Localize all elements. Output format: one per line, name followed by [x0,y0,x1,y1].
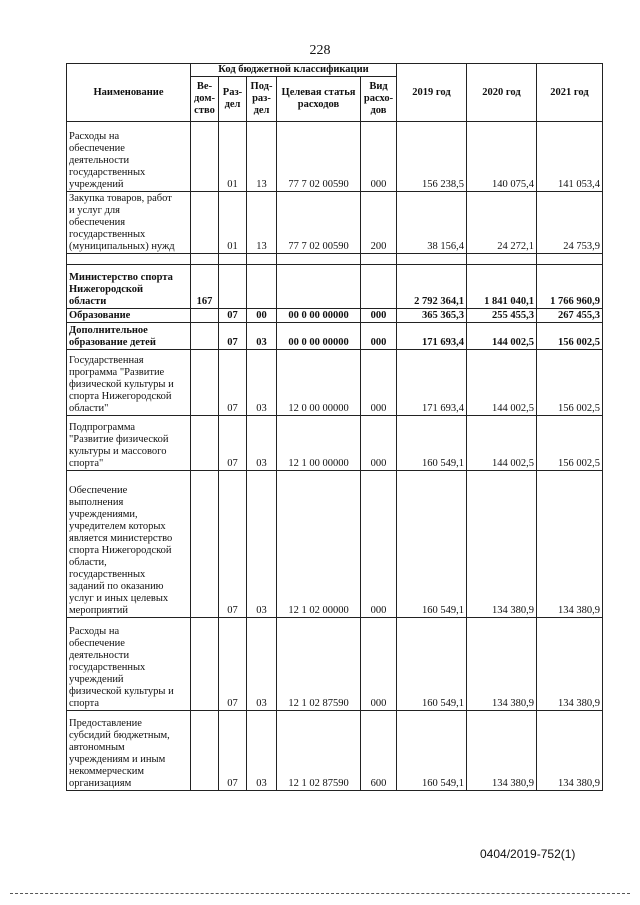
budget-table [66,63,603,791]
row-name-line: обеспечение [69,143,125,154]
department-code [191,711,219,791]
row-name-line: субсидий бюджетным, [69,730,170,741]
row-name-line: Предоставление [69,718,142,729]
target-article-code: 12 1 00 00000 [277,416,361,471]
expense-kind-code: 000 [361,471,397,618]
row-name [67,416,191,471]
target-article-code: 12 1 02 87590 [277,711,361,791]
row-name-line: выполнения [69,497,124,508]
amount-2021: 24 753,9 [537,192,603,254]
row-name-line: учреждениями, [69,509,138,520]
subsection-code: 00 [247,309,277,323]
row-name-line: программа "Развитие [69,367,165,378]
empty-cell [191,254,219,265]
document-code: 0404/2019-752(1) [480,847,576,861]
row-name [67,471,191,618]
table-row [67,471,603,618]
amount-2019: 2 792 364,1 [397,265,467,309]
bottom-divider [10,893,630,894]
row-name-line: государственных [69,662,146,673]
row-name-line: обеспечение [69,638,125,649]
amount-2019: 160 549,1 [397,471,467,618]
amount-2021: 134 380,9 [537,471,603,618]
row-name-line: некоммерческим [69,766,145,777]
department-code [191,471,219,618]
row-name-line: Образование [69,310,131,321]
amount-2021: 156 002,5 [537,416,603,471]
row-name-line: Обеспечение [69,485,128,496]
expense-kind-code [361,265,397,309]
row-name-line: и услуг для [69,205,120,216]
table-row [67,618,603,711]
row-name-line: деятельности [69,650,130,661]
section-code: 07 [219,323,247,350]
expense-kind-code: 000 [361,416,397,471]
empty-cell [219,254,247,265]
subsection-code: 03 [247,416,277,471]
row-name-line: области, [69,557,107,568]
amount-2021: 267 455,3 [537,309,603,323]
row-name-line: мероприятий [69,605,128,616]
amount-2019: 365 365,3 [397,309,467,323]
row-name-line: деятельности [69,155,130,166]
row-name-line: культуры и массового [69,446,167,457]
amount-2021: 156 002,5 [537,323,603,350]
spacer-row [67,254,603,265]
row-name-line: Нижегородской [69,284,144,295]
table-row [67,416,603,471]
amount-2020: 255 455,3 [467,309,537,323]
section-code: 07 [219,471,247,618]
row-name-line: Министерство спорта [69,272,173,283]
header-2019: 2019 год [397,64,467,122]
expense-kind-code: 000 [361,309,397,323]
row-name-line: учреждений [69,674,124,685]
target-article-code: 77 7 02 00590 [277,192,361,254]
row-name-line: обеспечения [69,217,126,228]
subsection-code: 03 [247,618,277,711]
header-target-article: Целевая статья расходов [277,77,361,122]
amount-2020: 144 002,5 [467,350,537,416]
subsection-code: 03 [247,350,277,416]
table-row [67,265,603,309]
empty-cell [67,254,191,265]
subsection-code: 03 [247,471,277,618]
target-article-code: 12 0 00 00000 [277,350,361,416]
row-name-line: организациям [69,778,132,789]
section-code: 07 [219,416,247,471]
row-name [67,711,191,791]
expense-kind-code: 000 [361,618,397,711]
row-name-line: государственных [69,167,146,178]
row-name-line: спорта [69,698,100,709]
department-code [191,323,219,350]
amount-2020: 1 841 040,1 [467,265,537,309]
section-code: 01 [219,122,247,192]
row-name-line: Государственная [69,355,144,366]
target-article-code: 12 1 02 00000 [277,471,361,618]
table-row [67,122,603,192]
header-subsection: Под-раз-дел [247,77,277,122]
row-name [67,350,191,416]
table-row [67,309,603,323]
row-name-line: Расходы на [69,626,120,637]
header-section: Раз-дел [219,77,247,122]
amount-2020: 134 380,9 [467,618,537,711]
row-name-line: образование детей [69,337,156,348]
section-code: 07 [219,618,247,711]
amount-2019: 156 238,5 [397,122,467,192]
row-name-line: услуг и иных целевых [69,593,169,604]
header-classification-group: Код бюджетной классификации [191,64,397,77]
amount-2019: 171 693,4 [397,323,467,350]
section-code: 01 [219,192,247,254]
row-name-line: спорта" [69,458,104,469]
amount-2020: 134 380,9 [467,711,537,791]
table-row [67,711,603,791]
amount-2019: 38 156,4 [397,192,467,254]
table-body [67,122,603,791]
subsection-code: 03 [247,323,277,350]
amount-2019: 160 549,1 [397,416,467,471]
section-code [219,265,247,309]
expense-kind-code: 600 [361,711,397,791]
row-name-line: области" [69,403,109,414]
department-code [191,350,219,416]
expense-kind-code: 000 [361,122,397,192]
section-code: 07 [219,350,247,416]
expense-kind-code: 000 [361,323,397,350]
empty-cell [247,254,277,265]
amount-2020: 144 002,5 [467,416,537,471]
target-article-code: 00 0 00 00000 [277,309,361,323]
table-row [67,192,603,254]
row-name-line: физической культуры и [69,686,174,697]
department-code [191,192,219,254]
row-name-line: области [69,296,107,307]
row-name-line: автономным [69,742,125,753]
target-article-code: 12 1 02 87590 [277,618,361,711]
expense-kind-code: 000 [361,350,397,416]
row-name-line: "Развитие физической [69,434,169,445]
department-code [191,618,219,711]
department-code [191,309,219,323]
empty-cell [537,254,603,265]
department-code [191,416,219,471]
row-name-line: учреждениям и иным [69,754,166,765]
empty-cell [397,254,467,265]
subsection-code: 13 [247,192,277,254]
amount-2020: 24 272,1 [467,192,537,254]
amount-2020: 140 075,4 [467,122,537,192]
amount-2021: 141 053,4 [537,122,603,192]
expense-kind-code: 200 [361,192,397,254]
row-name-line: государственных [69,229,146,240]
amount-2020: 144 002,5 [467,323,537,350]
amount-2019: 160 549,1 [397,618,467,711]
page-number: 228 [309,43,331,58]
row-name-line: (муниципальных) нужд [69,241,175,252]
row-name-line: является министерство [69,533,173,544]
row-name-line: Дополнительное [69,325,148,336]
table-row [67,350,603,416]
row-name-line: спорта Нижегородской [69,391,172,402]
header-expense-kind: Вид расхо-дов [361,77,397,122]
row-name-line: физической культуры и [69,379,174,390]
amount-2019: 171 693,4 [397,350,467,416]
department-code [191,122,219,192]
row-name-line: Закупка товаров, работ [69,193,172,204]
subsection-code: 13 [247,122,277,192]
header-name: Наименование [67,64,191,122]
row-name-line: государственных [69,569,146,580]
target-article-code: 00 0 00 00000 [277,323,361,350]
section-code: 07 [219,309,247,323]
header-2020: 2020 год [467,64,537,122]
row-name [67,323,191,350]
amount-2021: 134 380,9 [537,711,603,791]
amount-2019: 160 549,1 [397,711,467,791]
header-2021: 2021 год [537,64,603,122]
amount-2020: 134 380,9 [467,471,537,618]
row-name [67,192,191,254]
amount-2021: 134 380,9 [537,618,603,711]
row-name [67,309,191,323]
row-name [67,618,191,711]
row-name-line: Подпрограмма [69,422,136,433]
row-name-line: учредителем которых [69,521,166,532]
header-department: Ве-дом-ство [191,77,219,122]
section-code: 07 [219,711,247,791]
row-name-line: заданий по оказанию [69,581,164,592]
table-row [67,323,603,350]
empty-cell [361,254,397,265]
subsection-code [247,265,277,309]
target-article-code [277,265,361,309]
amount-2021: 1 766 960,9 [537,265,603,309]
row-name-line: учреждений [69,179,124,190]
row-name [67,265,191,309]
department-code: 167 [191,265,219,309]
subsection-code: 03 [247,711,277,791]
empty-cell [277,254,361,265]
amount-2021: 156 002,5 [537,350,603,416]
row-name-line: Расходы на [69,131,120,142]
target-article-code: 77 7 02 00590 [277,122,361,192]
row-name-line: спорта Нижегородской [69,545,172,556]
empty-cell [467,254,537,265]
row-name [67,122,191,192]
